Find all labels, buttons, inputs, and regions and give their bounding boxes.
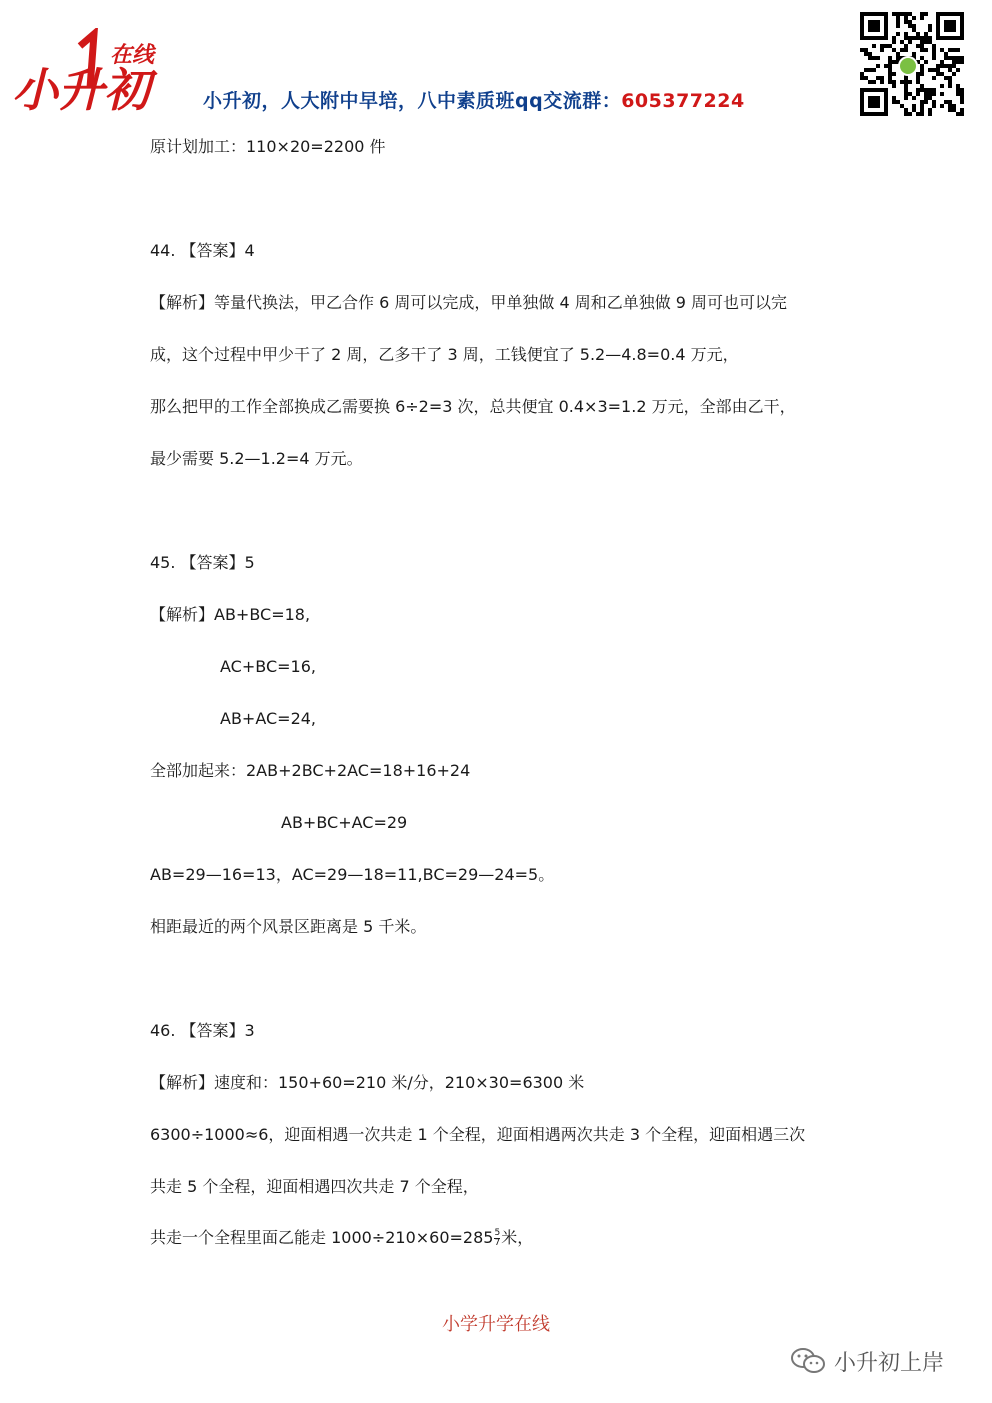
q45-explain-7: 相距最近的两个风景区距离是 5 千米。	[150, 917, 427, 936]
line-original-plan: 原计划加工：110×20=2200 件	[150, 137, 386, 156]
q46-answer: 46. 【答案】3	[150, 1021, 255, 1040]
qq-number: 605377224	[621, 90, 745, 112]
q44-explain-4: 最少需要 5.2—1.2=4 万元。	[150, 449, 363, 468]
fraction-numerator: 5	[494, 1228, 501, 1238]
q46-explain-4-post: 米，	[501, 1228, 534, 1247]
q46-explain-3: 共走 5 个全程，迎面相遇四次共走 7 个全程，	[150, 1177, 479, 1196]
fraction-denominator: 7	[494, 1238, 501, 1248]
q46-explain-4-pre: 共走一个全程里面乙能走 1000÷210×60=285	[150, 1228, 494, 1247]
q44-explain-3: 那么把甲的工作全部换成乙需要换 6÷2=3 次，总共便宜 0.4×3=1.2 万元，全部由乙干，	[150, 397, 796, 416]
q45-explain-1: 【解析】AB+BC=18,	[150, 605, 311, 624]
q46-explain-4	[150, 1228, 533, 1248]
q45-explain-3: AB+AC=24,	[220, 709, 317, 728]
q45-answer: 45. 【答案】5	[150, 553, 255, 572]
banner-text: 小升初，人大附中早培，八中素质班qq交流群：	[203, 90, 622, 112]
logo-main-text: 小升初	[12, 63, 150, 117]
q44-answer: 44. 【答案】4	[150, 241, 255, 260]
watermark-text: 小升初上岸	[834, 1350, 945, 1376]
fraction	[494, 1229, 500, 1248]
q44-explain-2: 成，这个过程中甲少干了 2 周，乙多干了 3 周，工钱便宜了 5.2—4.8=0.4 万元，	[150, 345, 739, 364]
footer-site: 小学升学在线	[442, 1314, 550, 1335]
watermark	[790, 1343, 944, 1379]
logo-sub-text: 在线	[110, 43, 155, 68]
q45-explain-2: AC+BC=16,	[220, 657, 316, 676]
q44-explain-1: 【解析】等量代换法，甲乙合作 6 周可以完成，甲单独做 4 周和乙单独做 9 周可也可以完	[150, 293, 788, 312]
brand-logo	[10, 28, 180, 118]
q45-explain-5: AB+BC+AC=29	[281, 813, 408, 832]
qr-code-icon	[858, 10, 966, 128]
q45-explain-6: AB=29—16=13，AC=29—18=11,BC=29—24=5。	[150, 865, 555, 884]
q45-explain-4: 全部加起来：2AB+2BC+2AC=18+16+24	[150, 761, 471, 780]
wechat-icon	[790, 1346, 826, 1376]
header-banner	[203, 86, 745, 113]
q46-explain-1: 【解析】速度和：150+60=210 米/分，210×30=6300 米	[150, 1073, 585, 1092]
q46-explain-2: 6300÷1000≈6，迎面相遇一次共走 1 个全程，迎面相遇两次共走 3 个全程，迎面相遇三次	[150, 1125, 806, 1144]
